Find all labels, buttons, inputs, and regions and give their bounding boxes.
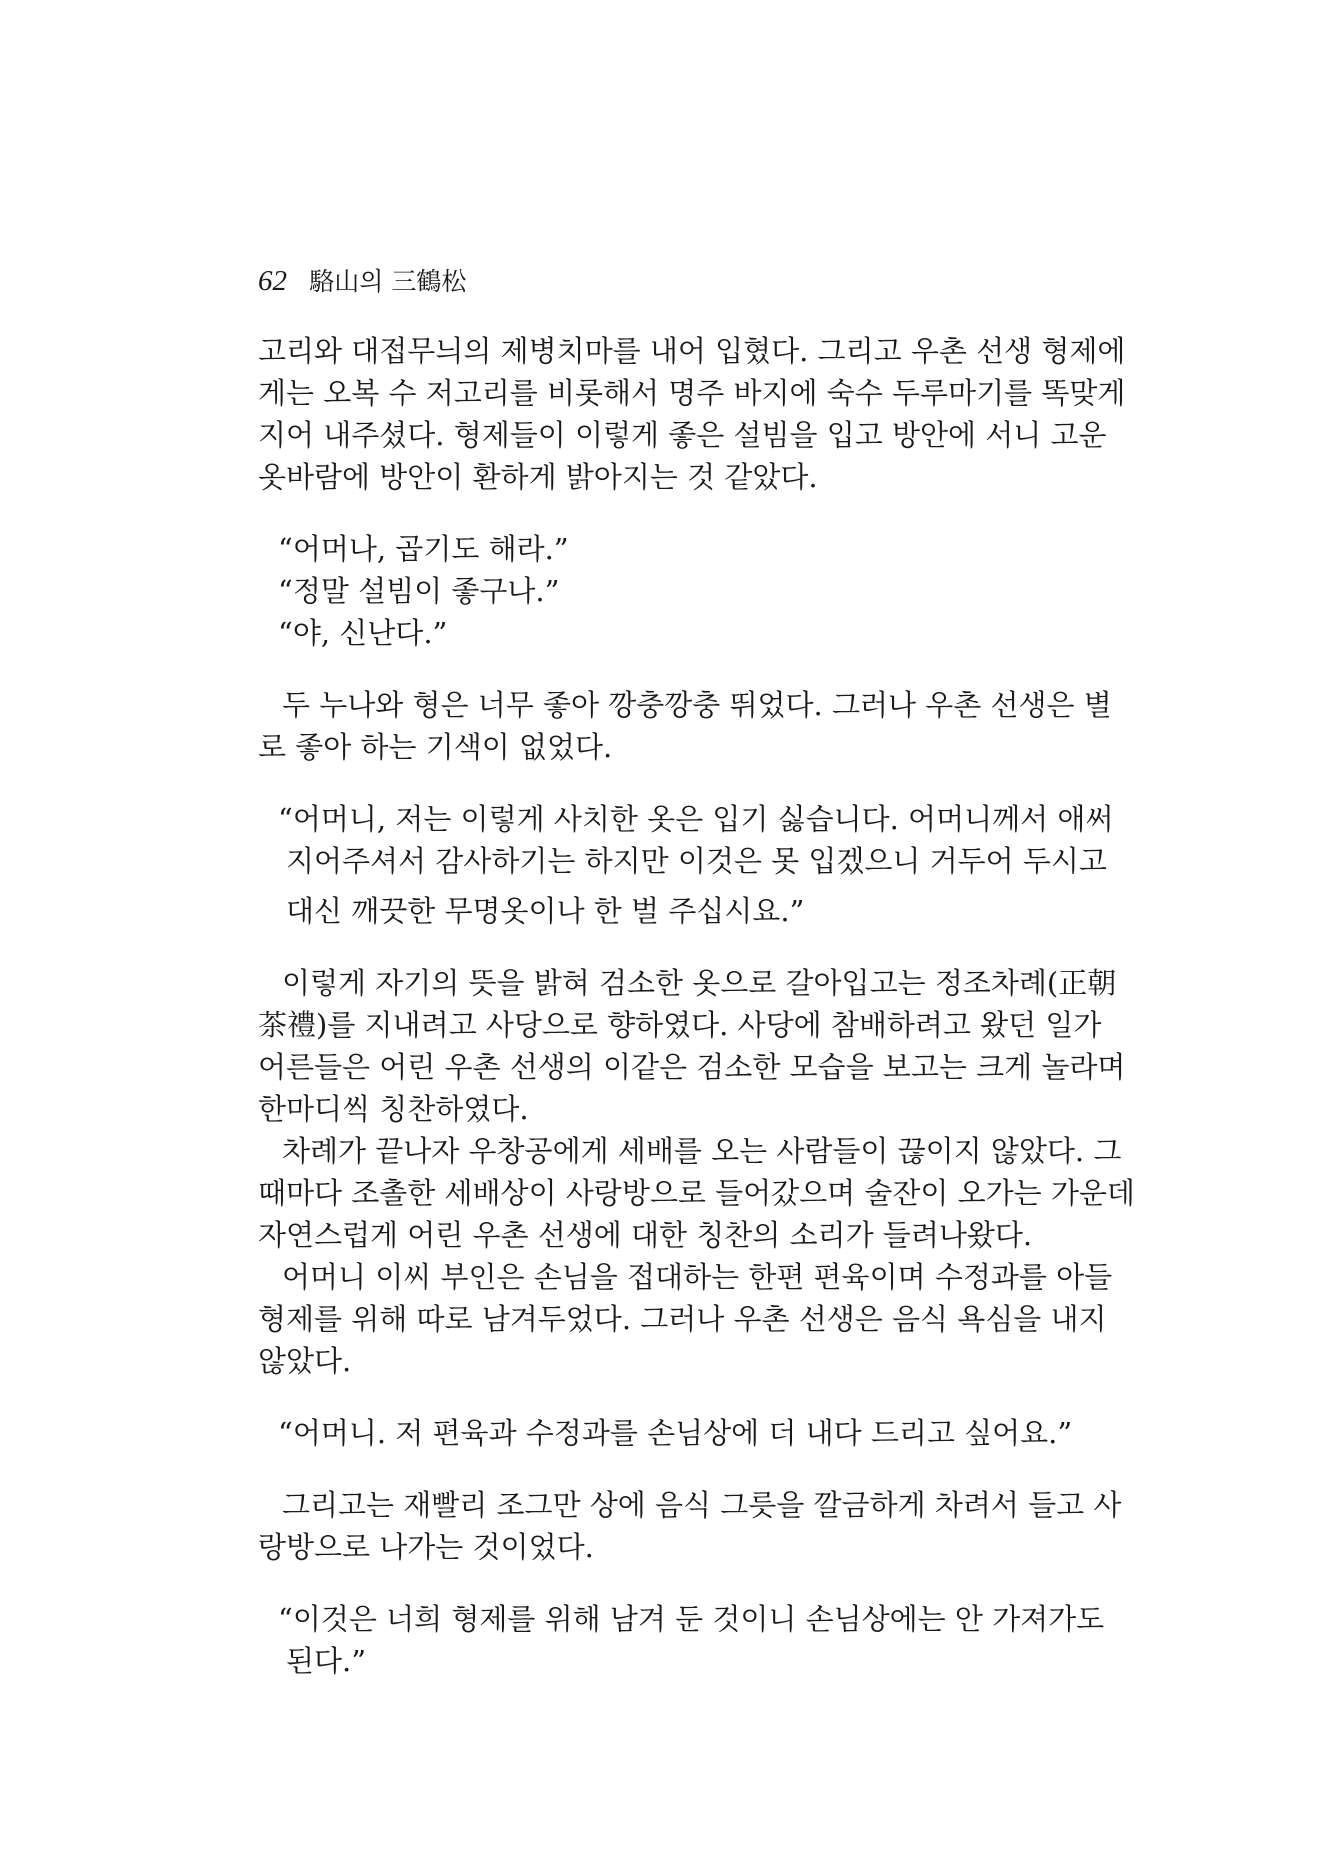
text-line: 지어 내주셨다. 형제들이 이렇게 좋은 설빔을 입고 방안에 서니 고운: [258, 418, 1107, 452]
text-line: 어머니 이씨 부인은 손님을 접대하는 한편 편육이며 수정과를 아들: [282, 1260, 1113, 1294]
text-line: 두 누나와 형은 너무 좋아 깡충깡충 뛰었다. 그러나 우촌 선생은 별: [282, 688, 1112, 722]
text-line: 차례가 끝나자 우창공에게 세배를 오는 사람들이 끊이지 않았다. 그: [282, 1134, 1122, 1168]
dialogue-line: “어머나, 곱기도 해라.”: [278, 532, 569, 566]
text-line: 않았다.: [258, 1344, 352, 1378]
dialogue-line: 지어주셔서 감사하기는 하지만 이것은 못 입겠으니 거두어 두시고: [286, 844, 1107, 878]
text-line: 옷바람에 방안이 환하게 밝아지는 것 같았다.: [258, 460, 818, 494]
dialogue-line: 대신 깨끗한 무명옷이나 한 벌 주십시요.”: [286, 894, 805, 928]
running-title: 駱山의 三鶴松: [309, 267, 467, 296]
text-line: 때마다 조촐한 세배상이 사랑방으로 들어갔으며 술잔이 오가는 가운데: [258, 1176, 1135, 1210]
dialogue-line: “어머니. 저 편육과 수정과를 손님상에 더 내다 드리고 싶어요.”: [278, 1416, 1073, 1450]
text-line: 게는 오복 수 저고리를 비롯해서 명주 바지에 숙수 두루마기를 똑맞게: [258, 376, 1126, 410]
dialogue-line: “어머니, 저는 이렇게 사치한 옷은 입기 싫습니다. 어머니께서 애써: [278, 802, 1114, 836]
text-line: 로 좋아 하는 기색이 없었다.: [258, 730, 613, 764]
text-line: 이렇게 자기의 뜻을 밝혀 검소한 옷으로 갈아입고는 정조차례(正朝: [282, 966, 1117, 1000]
page-number: 62: [258, 265, 287, 297]
text-line: 茶禮)를 지내려고 사당으로 향하였다. 사당에 참배하려고 왔던 일가: [258, 1008, 1102, 1042]
text-line: 자연스럽게 어린 우촌 선생에 대한 칭찬의 소리가 들려나왔다.: [258, 1218, 1033, 1252]
dialogue-line: “야, 신난다.”: [278, 616, 448, 650]
body-text: [258, 330, 1135, 1682]
dialogue-line: 된다.”: [286, 1644, 367, 1678]
text-line: 그리고는 재빨리 조그만 상에 음식 그릇을 깔금하게 차려서 들고 사: [282, 1488, 1122, 1522]
text-line: 한마디씩 칭찬하였다.: [258, 1092, 529, 1126]
running-header: [258, 266, 466, 297]
text-line: 랑방으로 나가는 것이었다.: [258, 1530, 594, 1564]
text-line: 고리와 대접무늬의 제병치마를 내어 입혔다. 그리고 우촌 선생 형제에: [258, 334, 1126, 368]
dialogue-line: “정말 설빔이 좋구나.”: [278, 574, 560, 608]
text-line: 형제를 위해 따로 남겨두었다. 그러나 우촌 선생은 음식 욕심을 내지: [258, 1302, 1107, 1336]
text-line: 어른들은 어린 우촌 선생의 이같은 검소한 모습을 보고는 크게 놀라며: [258, 1050, 1126, 1084]
dialogue-line: “이것은 너희 형제를 위해 남겨 둔 것이니 손님상에는 안 가져가도: [278, 1602, 1105, 1636]
